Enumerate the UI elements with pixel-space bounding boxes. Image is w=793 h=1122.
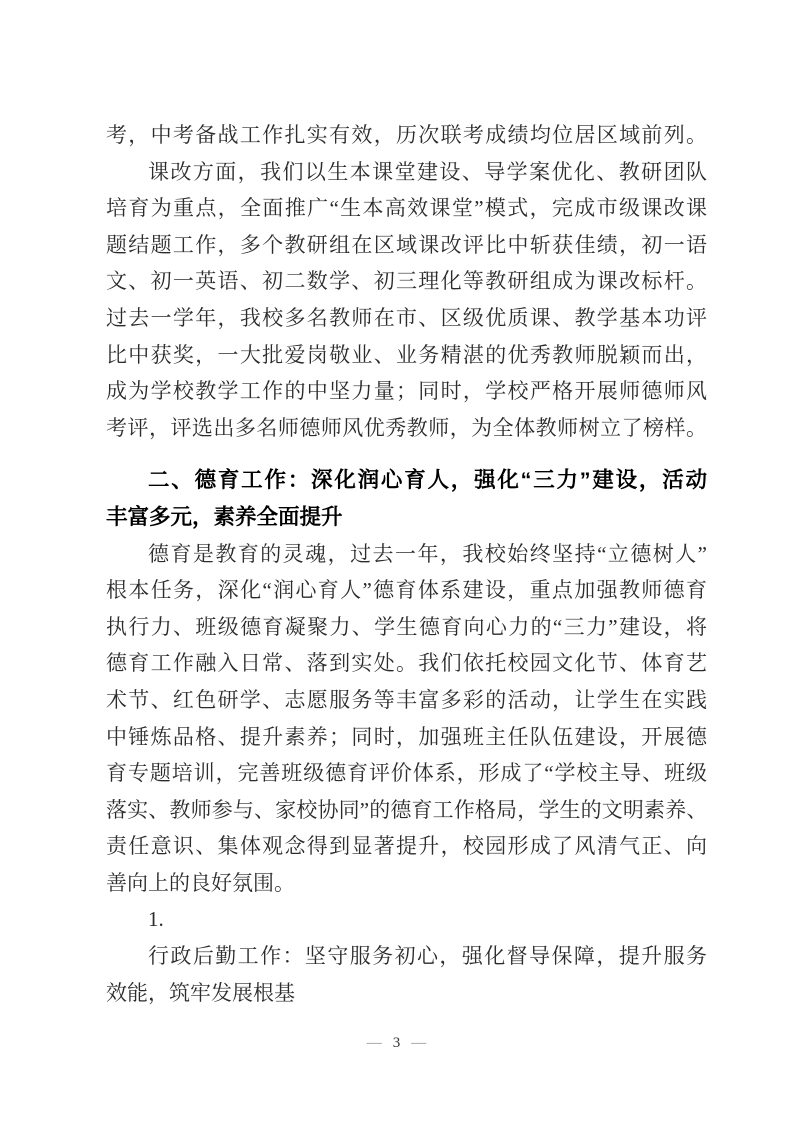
text-line: 比中获奖，一大批爱岗敬业、业务精湛的优秀教师脱颖而出， xyxy=(106,342,707,367)
text-line: 成为学校教学工作的中坚力量；同时，学校严格开展师德师风 xyxy=(106,379,707,404)
text-line: 德育是教育的灵魂，过去一年，我校始终坚持“立德树人” xyxy=(148,541,707,566)
text-line: 行政后勤工作：坚守服务初心，强化督导保障，提升服务 xyxy=(148,944,707,969)
section-heading-line: 丰富多元，素养全面提升 xyxy=(106,504,343,529)
text-line: 中锤炼品格、提升素养；同时，加强班主任队伍建设，开展德 xyxy=(106,724,707,749)
text-line: 过去一学年，我校多名教师在市、区级优质课、教学基本功评 xyxy=(106,305,707,330)
text-line: 培育为重点，全面推广“生本高效课堂”模式，完成市级课改课 xyxy=(106,196,707,221)
text-line: 育专题培训，完善班级德育评价体系，形成了“学校主导、班级 xyxy=(106,761,707,786)
text-line: 善向上的良好氛围。 xyxy=(106,870,295,895)
footer-dash-right: — xyxy=(411,1035,427,1051)
text-line: 题结题工作，多个教研组在区域课改评比中斩获佳绩，初一语 xyxy=(106,232,707,257)
text-line: 落实、教师参与、家校协同”的德育工作格局，学生的文明素养、 xyxy=(106,797,707,822)
text-line: 术节、红色研学、志愿服务等丰富多彩的活动，让学生在实践 xyxy=(106,687,707,712)
text-line: 课改方面，我们以生本课堂建设、导学案优化、教研团队 xyxy=(148,159,707,184)
page-number: 3 xyxy=(392,1035,401,1051)
text-line: 考，中考备战工作扎实有效，历次联考成绩均位居区域前列。 xyxy=(106,123,707,147)
page-footer xyxy=(0,1033,793,1053)
list-number-line: 1. xyxy=(148,907,164,932)
section-heading-line: 二、德育工作：深化润心育人，强化“三力”建设，活动 xyxy=(148,468,707,493)
text-line: 根本任务，深化“润心育人”德育体系建设，重点加强教师德育 xyxy=(106,578,707,603)
footer-dash-left: — xyxy=(366,1035,382,1051)
text-line: 文、初一英语、初二数学、初三理化等教研组成为课改标杆。 xyxy=(106,269,707,294)
text-line: 德育工作融入日常、落到实处。我们依托校园文化节、体育艺 xyxy=(106,651,707,676)
text-line: 执行力、班级德育凝聚力、学生德育向心力的“三力”建设，将 xyxy=(106,614,707,639)
text-line: 考评，评选出多名师德师风优秀教师，为全体教师树立了榜样。 xyxy=(106,415,707,440)
document-body xyxy=(106,117,707,1011)
text-line: 责任意识、集体观念得到显著提升，校园形成了风清气正、向 xyxy=(106,834,707,859)
text-line: 效能，筑牢发展根基 xyxy=(106,980,295,1005)
